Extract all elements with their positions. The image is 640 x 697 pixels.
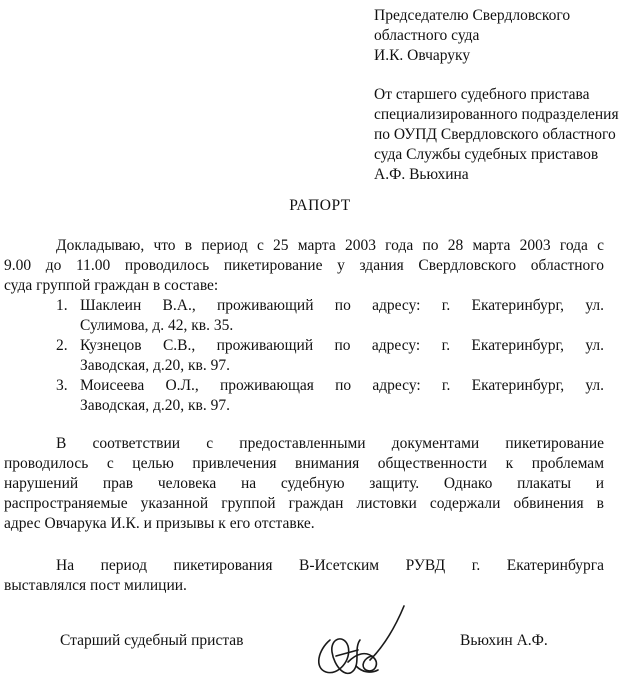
addressee-line: И.К. Овчаруку: [374, 47, 471, 64]
addressee-line: областного суда: [374, 27, 480, 44]
participants-list: [4, 296, 604, 416]
paragraph-line: Докладываю, что в период с 25 марта 2003 года по 28 марта 2003 года с: [56, 237, 604, 254]
sender-line: специализированного подразделения: [374, 106, 619, 123]
handwritten-signature: [300, 600, 420, 690]
police-paragraph: [4, 556, 604, 596]
paragraph-line: В соответствии с предоставленными документами пикетирование: [56, 435, 604, 452]
signer-name: Вьюхин А.Ф.: [460, 632, 548, 649]
list-item-number: 2.: [56, 337, 68, 354]
list-item: [4, 296, 604, 336]
list-item: [4, 376, 604, 416]
sender-line: по ОУПД Свердловского областного: [374, 126, 616, 143]
sender-line: суда Службы судебных приставов: [374, 146, 599, 163]
list-item-line: Шаклеин В.А., проживающий по адресу: г. Екатеринбург, ул.: [80, 297, 604, 314]
paragraph-line: проводилось с целью привлечения внимания общественности к проблемам: [4, 455, 604, 472]
list-item-line: Моисеева О.Л., проживающая по адресу: г. Екатеринбург, ул.: [80, 377, 604, 394]
paragraph-line: 9.00 до 11.00 проводилось пикетирование у здания Свердловского областного: [4, 257, 604, 274]
list-item-line: Заводская, д.20, кв. 97.: [80, 357, 230, 374]
paragraph-line: адрес Овчарука И.К. и призывы к его отставке.: [4, 515, 315, 532]
list-item-line: Заводская, д.20, кв. 97.: [80, 397, 230, 414]
signature-row: [0, 631, 640, 691]
list-item: [4, 336, 604, 376]
sender-line: От старшего судебного пристава: [374, 86, 590, 103]
paragraph-line: На период пикетирования В-Исетским РУВД г. Екатеринбурга: [56, 557, 604, 574]
paragraph-line: нарушений прав человека на судебную защиту. Однако плакаты и: [4, 475, 604, 492]
addressee-block: [374, 6, 636, 66]
signer-position: Старший судебный пристав: [60, 632, 244, 649]
sender-line: А.Ф. Вьюхина: [374, 166, 469, 183]
list-item-number: 1.: [56, 297, 68, 314]
list-item-line: Кузнецов С.В., проживающий по адресу: г. Екатеринбург, ул.: [80, 337, 604, 354]
paragraph-line: выставлялся пост милиции.: [4, 577, 187, 594]
list-item-line: Сулимова, д. 42, кв. 35.: [80, 317, 234, 334]
purpose-paragraph: [4, 434, 604, 534]
paragraph-line: распространяемые указанной группой граждан листовки содержали обвинения в: [4, 495, 604, 512]
intro-paragraph: [4, 236, 604, 296]
sender-block: [374, 85, 636, 185]
addressee-line: Председателю Свердловского: [374, 7, 571, 24]
paragraph-line: суда группой граждан в составе:: [4, 277, 219, 294]
list-item-number: 3.: [56, 377, 68, 394]
document-title: РАПОРТ: [289, 197, 351, 214]
